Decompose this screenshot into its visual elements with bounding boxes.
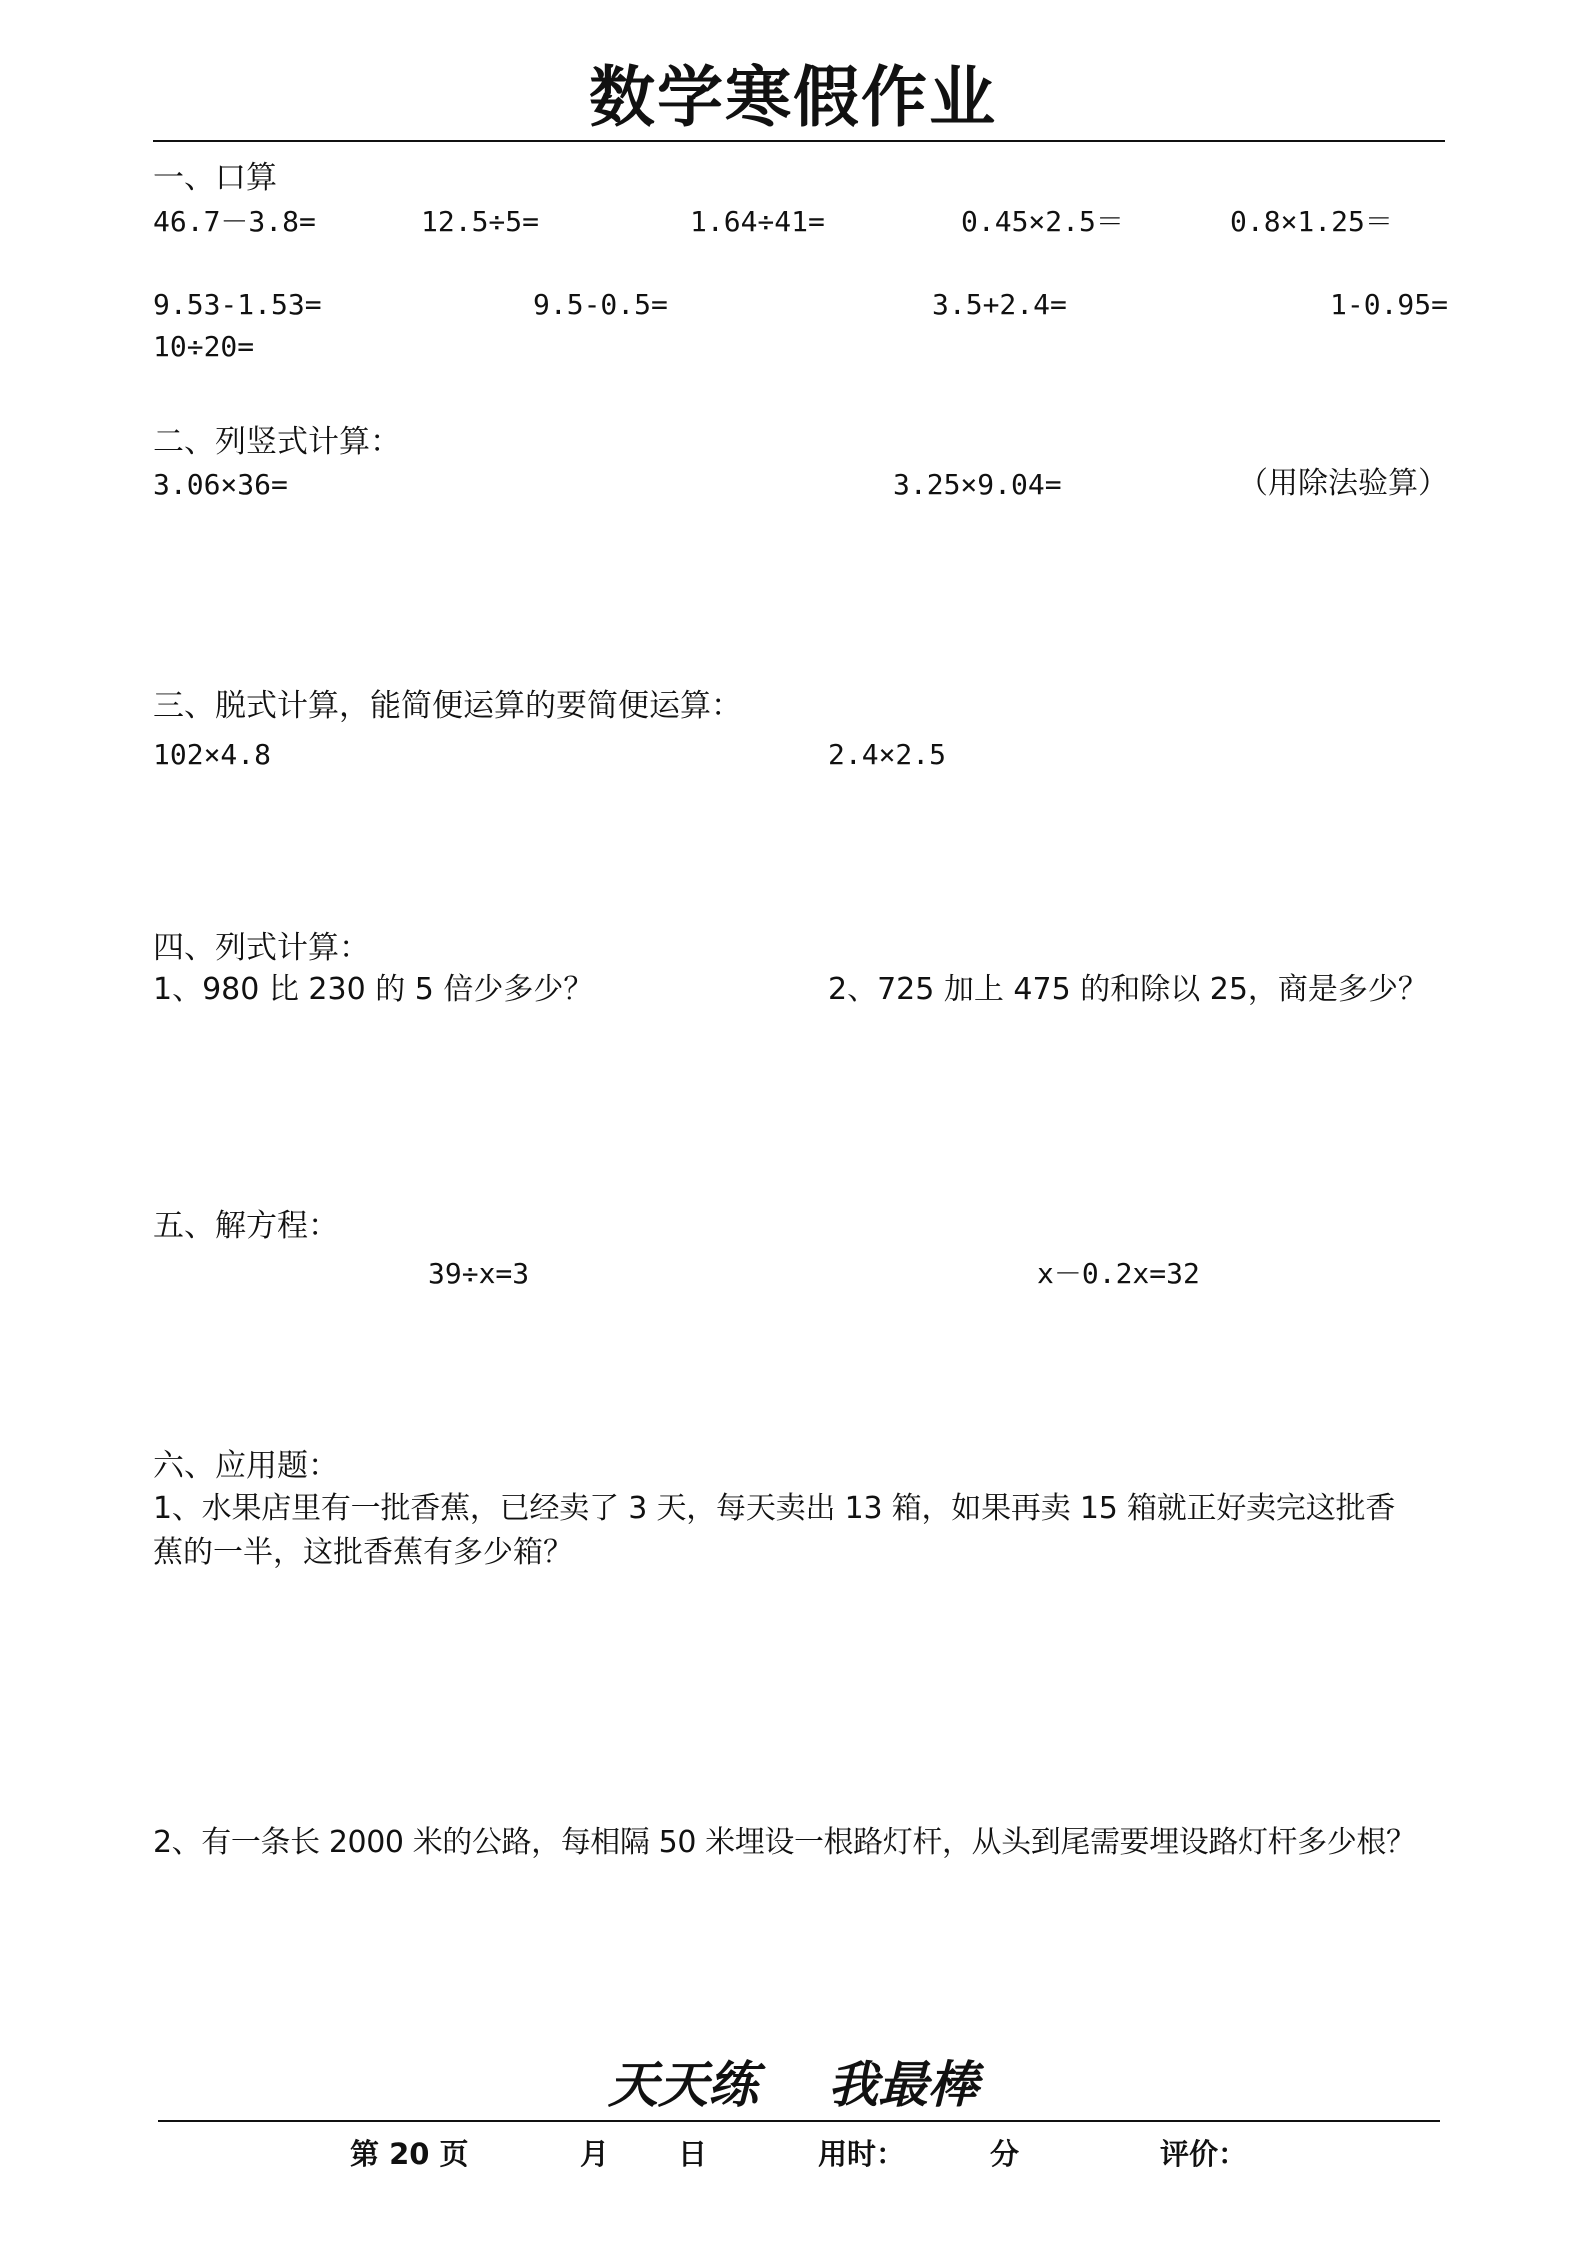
section-6-heading: 六、应用题： [153, 1448, 339, 1484]
stepwise-item-1: 102×4.8 [153, 738, 272, 771]
division-check-note: （用除法验算） [1238, 466, 1448, 501]
word-problem-1-line-2: 蕉的一半，这批香蕉有多少箱？ [153, 1535, 573, 1570]
motto [0, 2055, 1586, 2115]
expression-question-1: 1、980 比 230 的 5 倍少多少？ [153, 972, 594, 1007]
vertical-item-2: 3.25×9.04= [893, 468, 1062, 501]
section-1-heading: 一、口算 [153, 160, 277, 196]
oral-item-10: 10÷20= [153, 330, 255, 363]
equation-1: 39÷x=3 [428, 1257, 530, 1290]
motto-left: 天天练 [608, 2055, 758, 2114]
vertical-item-1: 3.06×36= [153, 468, 288, 501]
section-5-heading: 五、解方程： [153, 1208, 339, 1244]
oral-item-7: 9.5-0.5= [533, 288, 668, 321]
word-problem-1-line-1: 1、水果店里有一批香蕉，已经卖了 3 天，每天卖出 13 箱，如果再卖 15 箱就正好卖完这批香 [153, 1491, 1396, 1526]
motto-right: 我最棒 [828, 2055, 978, 2114]
expression-question-2: 2、725 加上 475 的和除以 25，商是多少？ [828, 972, 1428, 1007]
oral-item-8: 3.5+2.4= [932, 288, 1067, 321]
page-title: 数学寒假作业 [589, 59, 997, 136]
header-divider [153, 140, 1445, 142]
rating-label: 评价： [1160, 2137, 1248, 2171]
oral-item-2: 12.5÷5= [421, 205, 540, 238]
oral-item-5: 0.8×1.25＝ [1230, 205, 1393, 238]
section-3-heading: 三、脱式计算，能简便运算的要简便运算： [153, 688, 742, 724]
oral-item-6: 9.53-1.53= [153, 288, 322, 321]
month-label: 月 [580, 2137, 610, 2171]
oral-item-1: 46.7－3.8= [153, 205, 316, 238]
page-number: 第 20 页 [350, 2137, 469, 2171]
section-4-heading: 四、列式计算： [153, 930, 370, 966]
oral-item-9: 1-0.95= [1330, 288, 1449, 321]
equation-2: x－0.2x=32 [1037, 1257, 1200, 1290]
word-problem-2: 2、有一条长 2000 米的公路，每相隔 50 米埋设一根路灯杆，从头到尾需要埋设路灯杆多少根？ [153, 1825, 1416, 1860]
minutes-label: 分 [990, 2137, 1020, 2171]
time-used-label: 用时： [818, 2137, 906, 2171]
oral-item-4: 0.45×2.5＝ [961, 205, 1124, 238]
day-label: 日 [678, 2137, 708, 2171]
footer-divider [158, 2120, 1440, 2122]
stepwise-item-2: 2.4×2.5 [828, 738, 947, 771]
section-2-heading: 二、列竖式计算： [153, 424, 401, 460]
oral-item-3: 1.64÷41= [690, 205, 825, 238]
